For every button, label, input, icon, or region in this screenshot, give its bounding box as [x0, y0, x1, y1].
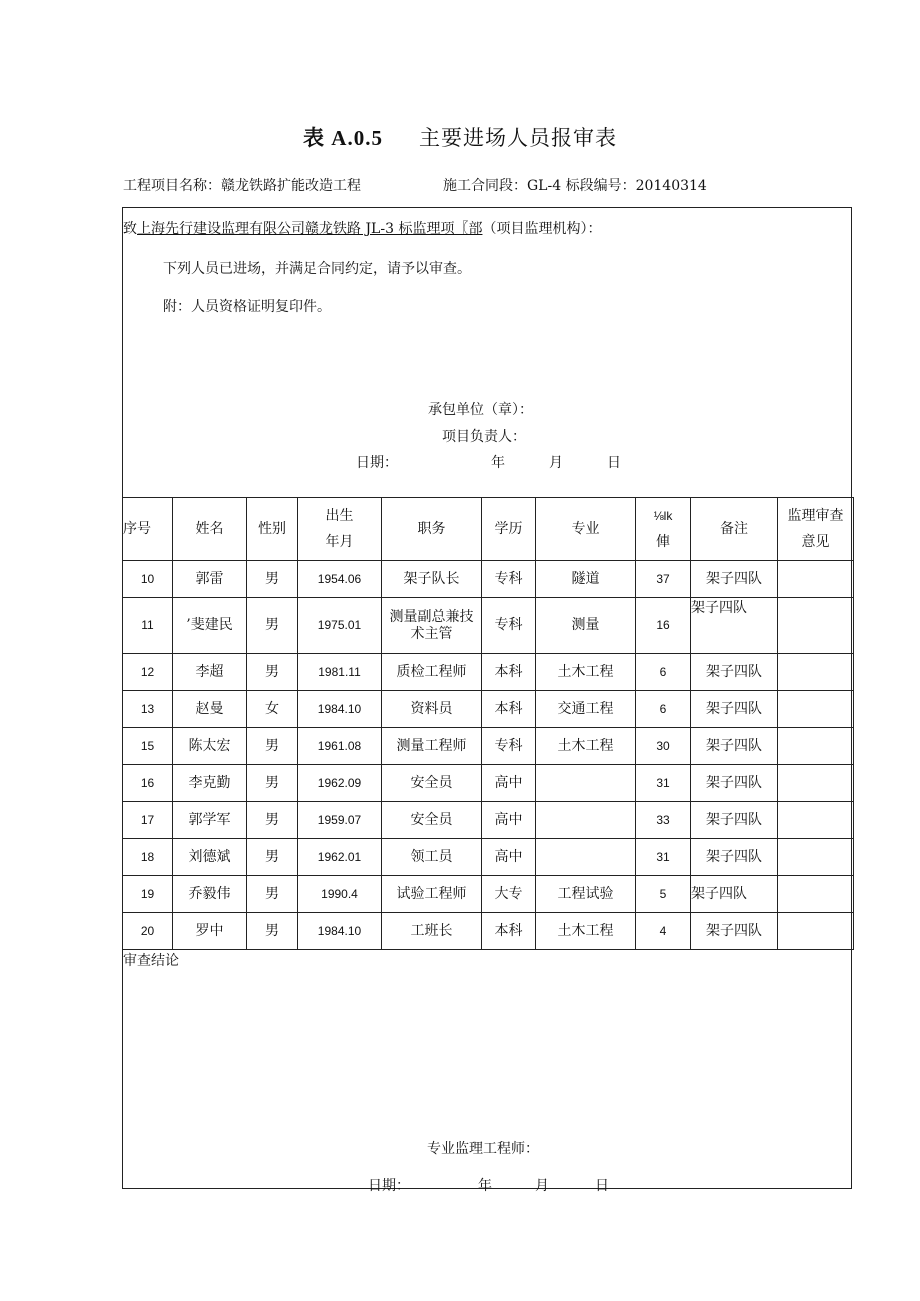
header-opinion — [778, 498, 854, 561]
table-row — [123, 839, 854, 876]
header-education: 学历 — [482, 498, 536, 561]
header-birth-2: 年月 — [325, 534, 354, 550]
cell-years: 37 — [636, 561, 691, 598]
date-year: 年 — [491, 455, 505, 471]
header-seq: 序号 — [123, 498, 173, 561]
cell-remark: 架子四队 — [691, 691, 778, 728]
cell-name: 郭学军 — [173, 802, 247, 839]
cell-remark: 架子四队 — [691, 561, 778, 598]
cell-remark: 架子四队 — [691, 839, 778, 876]
cell-birth: 1962.09 — [298, 765, 382, 802]
table-row — [123, 598, 854, 654]
cell-position: 质检工程师 — [382, 654, 482, 691]
cell-years: 30 — [636, 728, 691, 765]
form-title — [0, 122, 920, 152]
table-header-row — [123, 498, 854, 561]
date-day: 日 — [607, 455, 621, 471]
table-row — [123, 691, 854, 728]
cell-major — [536, 802, 636, 839]
conclusion-date-year: 年 — [478, 1178, 492, 1194]
date-month: 月 — [549, 455, 563, 471]
form-title-text: 主要进场人员报审表 — [418, 126, 617, 150]
header-birth — [298, 498, 382, 561]
cell-remark: 架子四队 — [691, 654, 778, 691]
table-row — [123, 876, 854, 913]
project-name: 工程项目名称：赣龙铁路扩能改造工程 — [123, 178, 361, 194]
contract-section: 施工合同段：GL-4 标段编号：20140314 — [443, 178, 707, 194]
table-row — [123, 765, 854, 802]
form-code: 表 A.0.5 — [303, 126, 383, 150]
header-opinion-1: 监理审查 — [787, 508, 844, 524]
table-row — [123, 561, 854, 598]
cell-name: 李克勤 — [173, 765, 247, 802]
cell-opinion — [778, 765, 854, 802]
cell-major: 测量 — [536, 598, 636, 654]
cell-education: 本科 — [482, 654, 536, 691]
cell-years: 33 — [636, 802, 691, 839]
conclusion-date-day: 日 — [595, 1178, 609, 1194]
cell-gender: 男 — [247, 561, 298, 598]
cell-position: 领工员 — [382, 839, 482, 876]
cell-name: 郭雷 — [173, 561, 247, 598]
cell-seq: 16 — [123, 765, 173, 802]
header-years-1: ⅛lk — [653, 509, 673, 523]
cell-seq: 11 — [123, 598, 173, 654]
cell-position: 工班长 — [382, 913, 482, 950]
header-position: 职务 — [382, 498, 482, 561]
cell-years: 16 — [636, 598, 691, 654]
cell-position: 架子队长 — [382, 561, 482, 598]
cell-name: 李超 — [173, 654, 247, 691]
supervising-engineer-label: 专业监理工程师： — [427, 1141, 539, 1157]
cell-gender: 男 — [247, 913, 298, 950]
cell-birth: 1962.01 — [298, 839, 382, 876]
cell-opinion — [778, 839, 854, 876]
addressee-line — [123, 218, 601, 238]
cell-gender: 男 — [247, 654, 298, 691]
conclusion-date-month: 月 — [535, 1178, 549, 1194]
header-birth-1: 出生 — [325, 508, 354, 524]
cell-name: 罗中 — [173, 913, 247, 950]
cell-major: 交通工程 — [536, 691, 636, 728]
cell-seq: 18 — [123, 839, 173, 876]
body-line-1: 下列人员已进场，并满足合同约定，请予以审查。 — [163, 261, 471, 277]
cell-education: 专科 — [482, 561, 536, 598]
header-opinion-2: 意见 — [801, 534, 830, 550]
cell-birth: 1990.4 — [298, 876, 382, 913]
cell-position: 测量工程师 — [382, 728, 482, 765]
addressee-suffix: （项目监理机构）： — [482, 221, 602, 237]
cell-opinion — [778, 728, 854, 765]
addressee-prefix: 致 — [123, 221, 137, 237]
table-row — [123, 913, 854, 950]
cell-opinion — [778, 561, 854, 598]
cell-position-2: 术主管 — [410, 625, 453, 642]
cell-name: 陈太宏 — [173, 728, 247, 765]
cell-education: 高中 — [482, 802, 536, 839]
cell-opinion — [778, 802, 854, 839]
cell-position: 试验工程师 — [382, 876, 482, 913]
conclusion-date-label: 日期： — [368, 1178, 410, 1194]
cell-gender: 男 — [247, 839, 298, 876]
cell-education: 专科 — [482, 598, 536, 654]
cell-name: ’斐建民 — [173, 598, 247, 654]
cell-remark: 架子四队 — [691, 802, 778, 839]
cell-position-1: 测量副总兼技 — [389, 608, 474, 625]
cell-gender: 男 — [247, 728, 298, 765]
addressee-name: 上海先行建设监理有限公司赣龙铁路 JL-3 标监理项〖部 — [137, 221, 483, 237]
cell-birth: 1984.10 — [298, 913, 382, 950]
cell-seq: 19 — [123, 876, 173, 913]
cell-opinion — [778, 691, 854, 728]
cell-opinion — [778, 598, 854, 654]
cell-position: 安全员 — [382, 765, 482, 802]
cell-birth: 1981.11 — [298, 654, 382, 691]
cell-education: 高中 — [482, 765, 536, 802]
cell-major — [536, 839, 636, 876]
cell-major — [536, 765, 636, 802]
cell-opinion — [778, 876, 854, 913]
cell-remark: 架子四队 — [691, 876, 778, 913]
cell-opinion — [778, 913, 854, 950]
cell-major: 土木工程 — [536, 913, 636, 950]
cell-seq: 15 — [123, 728, 173, 765]
cell-gender: 男 — [247, 876, 298, 913]
contractor-seal-label: 承包单位（章）： — [428, 402, 533, 418]
cell-years: 4 — [636, 913, 691, 950]
cell-years: 31 — [636, 765, 691, 802]
cell-seq: 17 — [123, 802, 173, 839]
cell-seq: 10 — [123, 561, 173, 598]
cell-name: 刘德斌 — [173, 839, 247, 876]
cell-position — [382, 598, 482, 654]
project-manager-label: 项目负责人： — [442, 429, 526, 445]
header-gender: 性别 — [247, 498, 298, 561]
cell-seq: 12 — [123, 654, 173, 691]
cell-remark: 架子四队 — [691, 765, 778, 802]
cell-education: 高中 — [482, 839, 536, 876]
cell-education: 专科 — [482, 728, 536, 765]
cell-years: 6 — [636, 691, 691, 728]
body-line-2: 附：人员资格证明复印件。 — [163, 299, 331, 315]
cell-remark: 架子四队 — [691, 598, 778, 654]
cell-position: 资料员 — [382, 691, 482, 728]
cell-education: 大专 — [482, 876, 536, 913]
personnel-table — [122, 497, 854, 950]
cell-major: 土木工程 — [536, 654, 636, 691]
header-years-2: 俥 — [656, 534, 670, 550]
cell-major: 隧道 — [536, 561, 636, 598]
header-major: 专业 — [536, 498, 636, 561]
cell-seq: 20 — [123, 913, 173, 950]
table-row — [123, 802, 854, 839]
cell-name: 赵曼 — [173, 691, 247, 728]
table-row — [123, 728, 854, 765]
cell-major: 土木工程 — [536, 728, 636, 765]
cell-birth: 1961.08 — [298, 728, 382, 765]
cell-seq: 13 — [123, 691, 173, 728]
date-label: 日期： — [356, 455, 398, 471]
cell-birth: 1954.06 — [298, 561, 382, 598]
cell-opinion — [778, 654, 854, 691]
cell-gender: 男 — [247, 802, 298, 839]
cell-position: 安全员 — [382, 802, 482, 839]
cell-gender: 男 — [247, 598, 298, 654]
cell-remark: 架子四队 — [691, 913, 778, 950]
header-remark: 备注 — [691, 498, 778, 561]
cell-name: 乔毅伟 — [173, 876, 247, 913]
cell-birth: 1984.10 — [298, 691, 382, 728]
cell-birth: 1959.07 — [298, 802, 382, 839]
cell-major: 工程试验 — [536, 876, 636, 913]
cell-remark: 架子四队 — [691, 728, 778, 765]
cell-birth: 1975.01 — [298, 598, 382, 654]
cell-gender: 女 — [247, 691, 298, 728]
table-row — [123, 654, 854, 691]
header-years — [636, 498, 691, 561]
header-name: 姓名 — [173, 498, 247, 561]
cell-gender: 男 — [247, 765, 298, 802]
cell-years: 31 — [636, 839, 691, 876]
cell-years: 5 — [636, 876, 691, 913]
cell-education: 本科 — [482, 691, 536, 728]
review-conclusion-label: 审查结论 — [123, 953, 179, 969]
cell-education: 本科 — [482, 913, 536, 950]
cell-years: 6 — [636, 654, 691, 691]
